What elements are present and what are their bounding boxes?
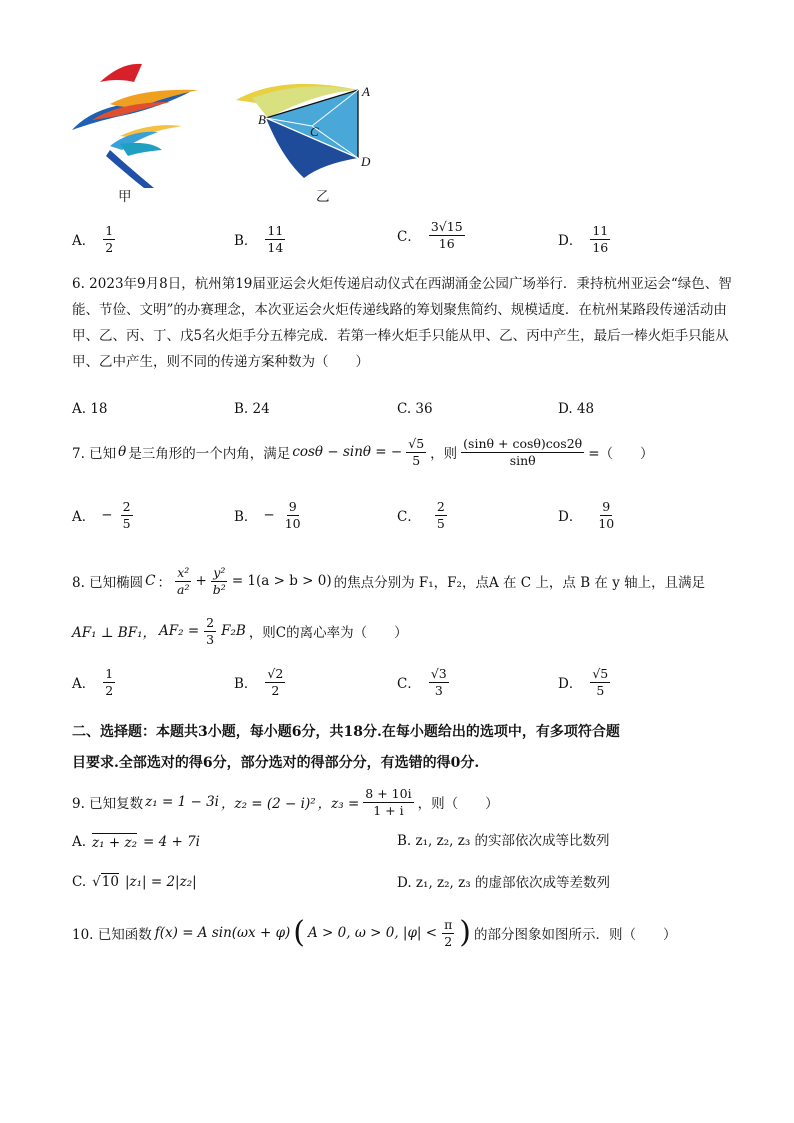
q8-option-a[interactable]: A． $\frac{1}{2}$: [72, 666, 114, 698]
figure-yi-diagram: [232, 78, 382, 186]
q7-option-a[interactable]: A． − $\frac{2}{5}$: [72, 499, 131, 531]
fraction: $\frac{√5}{5}$: [408, 436, 425, 468]
q9-option-d[interactable]: D. z₁, z₂, z₃ 的虚部依次成等差数列: [397, 875, 610, 891]
point-label-a: A: [362, 84, 370, 99]
q6-option-a[interactable]: A. 18: [72, 401, 108, 417]
fraction: $\frac{√5}{5}$: [592, 666, 609, 698]
figure-jia-logo: [70, 60, 205, 190]
q5-option-b[interactable]: [234, 224, 287, 255]
fraction: $\frac{3√15}{16}$: [430, 219, 463, 251]
fraction-x2-a2: $\frac{\text{x²}}{\text{a²}}$: [177, 565, 190, 597]
fraction: $\frac{√2}{2}$: [267, 666, 284, 698]
section-2-heading-line2: 目要求.全部选对的得6分，部分选对的得部分分，有选错的得0分.: [72, 755, 480, 771]
q8-option-b[interactable]: B． $\frac{√2}{2}$: [234, 666, 284, 698]
fraction: $\frac{√3}{3}$: [430, 666, 447, 698]
option-label: D．: [558, 233, 583, 250]
fraction: $\frac{1}{2}$: [105, 666, 114, 698]
question-9-text: 9. 已知复数 z₁ = 1 − 3i ，z₂ = (2 − i)² ，z₃ = $\frac{8 + 10i}{1 + i}$ ，则（ ）: [72, 786, 499, 818]
q7-option-c[interactable]: C． $\frac{2}{5}$: [397, 499, 445, 531]
q9-option-a[interactable]: A. z₁ + z₂ = 4 + 7i: [72, 834, 200, 851]
fraction: $\frac{11}{14}$: [267, 223, 284, 255]
figure-yi-label: 乙: [316, 189, 330, 205]
question-8-line2: AF₁ ⊥ BF₁， AF₂ = $\frac{2}{3}$ F₂B ，则C的离心率为（ ）: [72, 615, 408, 647]
option-label: B．: [234, 233, 258, 250]
q6-option-c[interactable]: C. 36: [397, 401, 433, 417]
fraction-y2-b2: $\frac{\text{y²}}{\text{b²}}$: [212, 565, 226, 597]
point-label-b: B: [258, 112, 266, 127]
question-7-text: 7. 已知 θ 是三角形的一个内角，满足 cosθ − sinθ = − $\frac{√5}{5}$ ，则 $\frac{(\sin\theta + \cos\theta)\cos 2\theta}{\sin\theta}$ =（ ）: [72, 436, 654, 468]
q5-option-c[interactable]: [397, 220, 467, 251]
q7-option-b[interactable]: B． − $\frac{9}{10}$: [234, 499, 301, 531]
question-6-text: 6. 2023年9月8日，杭州第19届亚运会火炬传递启动仪式在西湖涌金公园广场举行．秉持杭州亚运会“绿色、智能、节俭、文明”的办赛理念，本次亚运会火炬传递线路的筹划聚焦简约、规模适度．在杭州某路段传递活动由甲、乙、丙、丁、戊5名火炬手分五棒完成．若第一棒火炬手只能从甲、乙、丙中产生，最后一棒火炬手只能从甲、乙中产生，则不同的传递方案种数为（ ）: [72, 276, 732, 370]
q8-option-c[interactable]: C． $\frac{√3}{3}$: [397, 666, 447, 698]
fraction: $\frac{8 + 10i}{1 + i}$: [365, 786, 412, 818]
fraction: $\frac{9}{10}$: [284, 499, 301, 531]
q8-option-d[interactable]: D． $\frac{√5}{5}$: [558, 666, 609, 698]
q6-option-b[interactable]: B. 24: [234, 401, 270, 417]
fraction: $\frac{1}{2}$: [105, 223, 114, 255]
fraction: $\frac{2}{3}$: [206, 615, 215, 647]
option-label: C．: [397, 229, 421, 246]
q9-option-c[interactable]: C. √10 |z₁| = 2|z₂|: [72, 874, 197, 890]
point-label-c: C: [310, 124, 319, 139]
fraction: $\frac{11}{16}$: [592, 223, 609, 255]
q9-option-b[interactable]: B. z₁, z₂, z₃ 的实部依次成等比数列: [397, 833, 610, 849]
fraction: $\frac{2}{5}$: [436, 499, 445, 531]
q7-option-d[interactable]: D． $\frac{9}{10}$: [558, 499, 615, 531]
fraction: $\frac{9}{10}$: [598, 499, 615, 531]
question-8-line1: 8. 已知椭圆 C ： $\frac{\text{x²}}{\text{a²}}$ + $\frac{\text{y²}}{\text{b²}}$ = 1(a > b > 0) 的焦点分别为 F₁，F₂，点A 在 C 上，点 B 在 y 轴上，且满足: [72, 565, 706, 597]
q5-option-d[interactable]: [558, 224, 612, 255]
fraction: $\frac{(\sin\theta + \cos\theta)\cos 2\theta}{\sin\theta}$: [463, 436, 583, 468]
q5-option-a[interactable]: [72, 224, 117, 255]
q6-option-d[interactable]: D. 48: [558, 401, 595, 417]
figure-jia-label: 甲: [118, 189, 132, 205]
option-label: A．: [72, 233, 96, 250]
fraction: $\frac{2}{5}$: [122, 499, 131, 531]
question-10-text: 10. 已知函数 f(x) = A sin(ωx + φ) ( A > 0, ω > 0, |φ| < $\frac{\pi}{2}$ ) 的部分图象如图所示．则（ ）: [72, 915, 677, 951]
fraction: $\frac{\pi}{2}$: [444, 917, 453, 949]
section-2-heading-line1: 二、选择题：本题共3小题，每小题6分，共18分.在每小题给出的选项中，有多项符合题: [72, 724, 620, 740]
point-label-d: D: [361, 154, 371, 169]
